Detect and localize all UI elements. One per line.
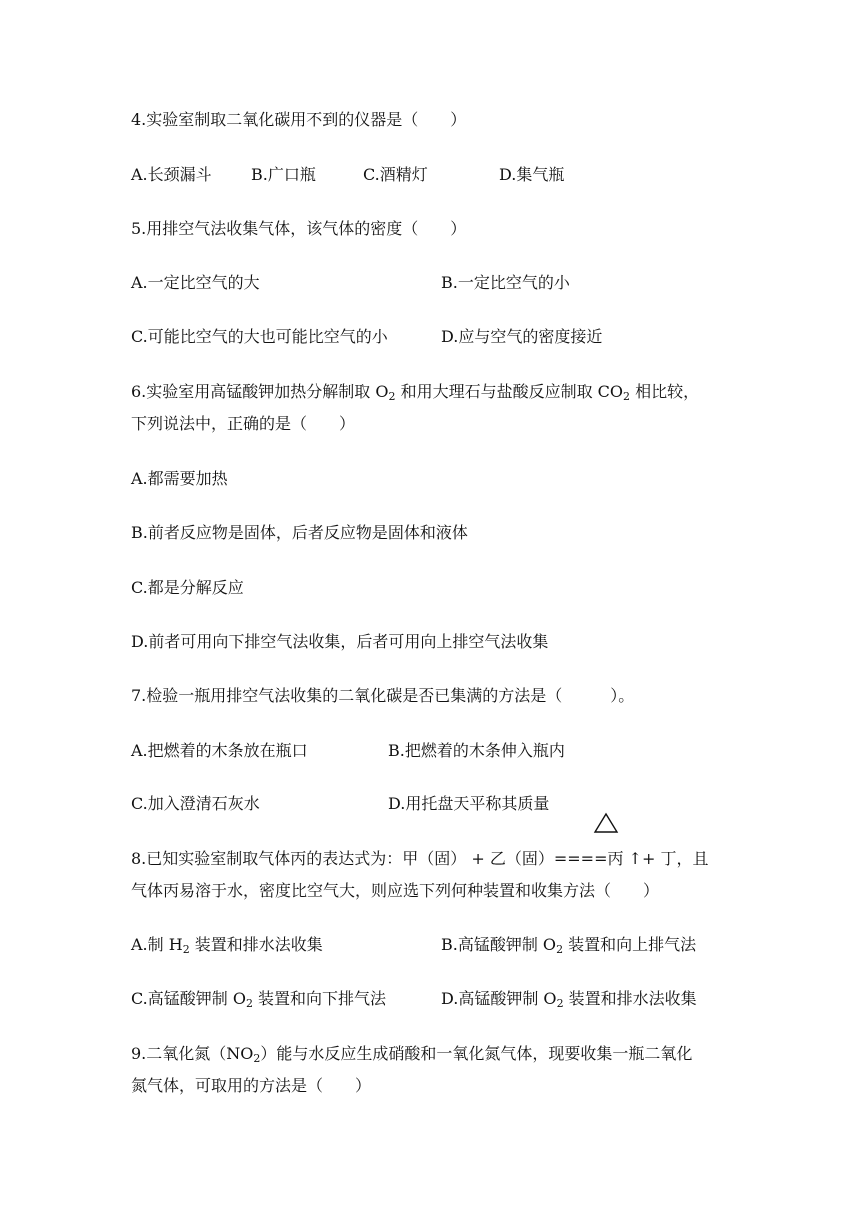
question-4-option-d: D.集气瓶: [499, 165, 565, 184]
question-4-option-b: B.广口瓶: [251, 165, 316, 184]
question-4-option-a: A.长颈漏斗: [131, 165, 212, 184]
question-5-option-a: A.一定比空气的大: [131, 273, 260, 292]
question-8-option-a: A.制 $H_2$ 装置和排水法收集: [131, 935, 323, 956]
question-8-stem-line-1: 8.已知实验室制取气体丙的表达式为：甲（固） + 乙（固）====丙 ↑+ 丁，且: [131, 849, 709, 868]
question-8-stem-line-2: 气体丙易溶于水，密度比空气大，则应选下列何种装置和收集方法（ ）: [131, 881, 660, 900]
question-8-option-d: D.高锰酸钾制 $O_2$ 装置和排水法收集: [441, 989, 697, 1010]
question-6-option-d: D.前者可用向下排空气法收集，后者可用向上排空气法收集: [131, 632, 549, 651]
question-7-option-d: D.用托盘天平称其质量: [388, 794, 550, 813]
question-5-option-d: D.应与空气的密度接近: [441, 327, 603, 346]
question-5-option-b: B.一定比空气的小: [441, 273, 570, 292]
heating-triangle-icon: [593, 812, 619, 834]
question-7-option-c: C.加入澄清石灰水: [131, 794, 260, 813]
question-4-stem: 4.实验室制取二氧化碳用不到的仪器是（ ）: [131, 110, 467, 129]
question-7-option-b: B.把燃着的木条伸入瓶内: [388, 741, 565, 760]
question-5-option-c: C.可能比空气的大也可能比空气的小: [131, 327, 388, 346]
question-9-stem-line-2: 氮气体，可取用的方法是（ ）: [131, 1076, 372, 1095]
question-6-option-c: C.都是分解反应: [131, 578, 244, 597]
question-7-stem: 7.检验一瓶用排空气法收集的二氧化碳是否已集满的方法是（ ）。: [131, 686, 635, 705]
question-6-stem-line-1: 6.实验室用高锰酸钾加热分解制取 $O_2$ 和用大理石与盐酸反应制取 $CO_2$ 相比较，: [131, 382, 700, 403]
question-4-option-c: C.酒精灯: [363, 165, 428, 184]
question-6-option-a: A.都需要加热: [131, 469, 228, 488]
question-5-stem: 5.用排空气法收集气体，该气体的密度（ ）: [131, 219, 467, 238]
question-6-stem-line-2: 下列说法中，正确的是（ ）: [131, 414, 356, 433]
question-6-option-b: B.前者反应物是固体，后者反应物是固体和液体: [131, 523, 468, 542]
question-7-option-a: A.把燃着的木条放在瓶口: [131, 741, 308, 760]
question-8-option-c: C.高锰酸钾制 $O_2$ 装置和向下排气法: [131, 989, 387, 1010]
question-8-option-b: B.高锰酸钾制 $O_2$ 装置和向上排气法: [441, 935, 697, 956]
question-9-stem-line-1: 9.二氧化氮$(NO_2)$能与水反应生成硝酸和一氧化氮气体，现要收集一瓶二氧化: [131, 1044, 693, 1065]
